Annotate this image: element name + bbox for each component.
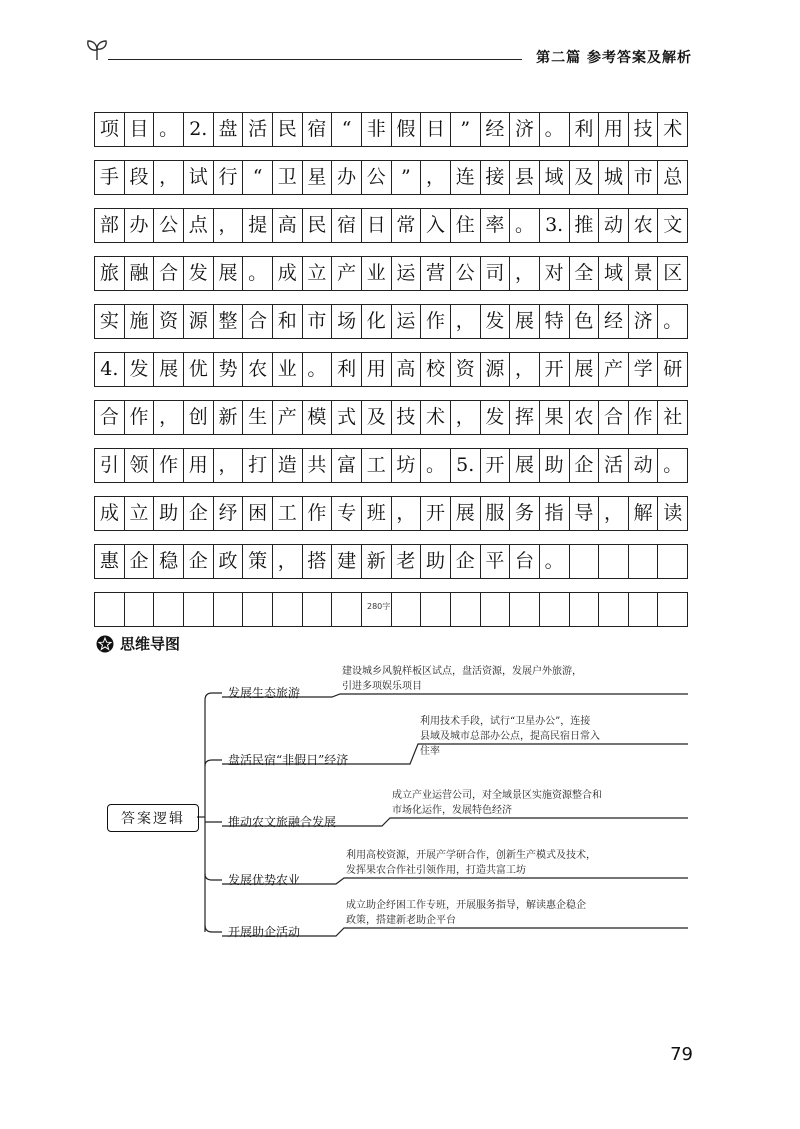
mindmap-branch-label: 盘活民宿“非假日”经济 (228, 753, 349, 767)
grid-cell: 点 (184, 209, 214, 242)
grid-cell: 发 (125, 353, 155, 386)
grid-cell: ， (599, 497, 629, 530)
grid-cell: ， (510, 353, 540, 386)
grid-cell: 农 (570, 401, 600, 434)
grid-cell: 作 (303, 497, 333, 530)
grid-cell: 发 (184, 257, 214, 290)
grid-cell: 作 (125, 401, 155, 434)
grid-cell: 办 (332, 161, 362, 194)
grid-cell: ， (154, 161, 184, 194)
grid-cell: 总 (663, 166, 683, 188)
grid-cell: 助 (154, 497, 184, 530)
grid-cell: 域 (599, 257, 629, 290)
mindmap-branch-label: 开展助企活动 (228, 925, 301, 939)
grid-cell: 纾 (214, 497, 244, 530)
grid-cell: 提 (243, 209, 273, 242)
grid-cell: 立 (125, 497, 155, 530)
grid-cell: 术 (663, 118, 683, 140)
grid-cell: 政 (214, 545, 244, 578)
grid-cell: 化 (362, 305, 392, 338)
mindmap-detail-line: 发挥果农合作社引领作用，打造共富工坊 (346, 865, 526, 876)
grid-cell: 用 (362, 353, 392, 386)
grid-cell: 。 (540, 545, 570, 578)
grid-cell: 模 (303, 401, 333, 434)
grid-cell: 新 (362, 545, 392, 578)
grid-cell: 发 (481, 401, 511, 434)
grid-cell: 市 (629, 161, 659, 194)
grid-cell: 合 (243, 305, 273, 338)
grid-cell: 入 (421, 209, 451, 242)
mindmap-branch-label: 发展优势农业 (228, 873, 301, 887)
grid-cell: 坊 (392, 449, 422, 482)
grid-cell: 技 (392, 401, 422, 434)
mindmap-branch-detail (346, 898, 586, 928)
grid-cell: 项 (95, 113, 125, 146)
grid-cell: 整 (214, 305, 244, 338)
grid-cell: 活 (599, 449, 629, 482)
mindmap-detail-line: 成立产业运营公司，对全域景区实施资源整合和 (392, 790, 602, 801)
grid-cell: 行 (214, 161, 244, 194)
grid-cell: 建 (332, 545, 362, 578)
grid-cell: 读 (663, 502, 683, 524)
grid-cell: 。 (663, 310, 683, 332)
grid-cell: 对 (540, 257, 570, 290)
grid-cell: 平 (481, 545, 511, 578)
grid-cell: 优 (184, 353, 214, 386)
grid-cell: 助 (540, 449, 570, 482)
grid-cell: 导 (570, 497, 600, 530)
grid-cell: 资 (451, 353, 481, 386)
grid-cell: 旅 (95, 257, 125, 290)
grid-cell: 城 (599, 161, 629, 194)
grid-cell: 成 (273, 257, 303, 290)
grid-cell: 济 (629, 305, 659, 338)
grid-cell: 利 (570, 113, 600, 146)
grid-cell: 技 (629, 113, 659, 146)
grid-cell: 合 (154, 257, 184, 290)
mindmap-detail-line: 政策，搭建新老助企平台 (346, 915, 456, 926)
grid-cell: 式 (332, 401, 362, 434)
grid-cell: 企 (125, 545, 155, 578)
grid-cell: 班 (362, 497, 392, 530)
grid-cell: 学 (629, 353, 659, 386)
mindmap-detail-line: 利用高校资源，开展产学研合作，创新生产模式及技术， (346, 850, 596, 861)
grid-cell: 办 (125, 209, 155, 242)
grid-cell: 活 (243, 113, 273, 146)
grid-cell: 合 (95, 401, 125, 434)
grid-cell: 展 (570, 353, 600, 386)
grid-cell: 运 (392, 257, 422, 290)
grid-cell: 。 (510, 209, 540, 242)
grid-cell: 民 (303, 209, 333, 242)
grid-cell: 业 (362, 257, 392, 290)
grid-cell: 指 (540, 497, 570, 530)
mindmap-detail-line: 利用技术手段，试行“卫星办公”，连接 (420, 716, 591, 727)
grid-cell: 用 (184, 449, 214, 482)
grid-cell: 常 (392, 209, 422, 242)
grid-cell: ， (214, 209, 244, 242)
grid-cell: ， (154, 401, 184, 434)
grid-cell: 农 (629, 209, 659, 242)
grid-cell: 作 (421, 305, 451, 338)
grid-cell: 发 (481, 305, 511, 338)
grid-cell: 服 (481, 497, 511, 530)
grid-cell: 作 (629, 401, 659, 434)
grid-cell: 术 (421, 401, 451, 434)
grid-cell: ， (421, 161, 451, 194)
grid-cell: 动 (629, 449, 659, 482)
grid-cell: 企 (184, 545, 214, 578)
grid-cell: 源 (481, 353, 511, 386)
grid-cell: 产 (599, 353, 629, 386)
grid-cell: 工 (362, 449, 392, 482)
grid-cell: 农 (243, 353, 273, 386)
grid-cell: 公 (451, 257, 481, 290)
grid-cell: 4. (95, 353, 125, 386)
grid-cell: 日 (362, 209, 392, 242)
grid-cell: 社 (663, 406, 683, 428)
grid-cell: 动 (599, 209, 629, 242)
grid-cell: 。 (303, 353, 333, 386)
grid-cell: 民 (273, 113, 303, 146)
grid-cell: 富 (332, 449, 362, 482)
grid-cell: ， (510, 257, 540, 290)
grid-cell: 3. (540, 209, 570, 242)
grid-cell: 景 (629, 257, 659, 290)
grid-cell: 经 (599, 305, 629, 338)
grid-cell: ” (451, 113, 481, 146)
grid-cell: 源 (184, 305, 214, 338)
mindmap-branch-detail (420, 714, 600, 759)
grid-cell: 搭 (303, 545, 333, 578)
mindmap-branch-detail (346, 848, 596, 878)
grid-cell: 务 (510, 497, 540, 530)
grid-cell: 引 (95, 449, 125, 482)
grid-cell: 5. (451, 449, 481, 482)
grid-cell: 色 (570, 305, 600, 338)
grid-cell: 连 (451, 161, 481, 194)
grid-cell: 实 (95, 305, 125, 338)
grid-cell: 展 (154, 353, 184, 386)
grid-cell: 段 (125, 161, 155, 194)
grid-cell: ， (273, 545, 303, 578)
grid-cell: 共 (303, 449, 333, 482)
grid-cell: 场 (332, 305, 362, 338)
grid-cell: “ (332, 113, 362, 146)
grid-cell: 企 (570, 449, 600, 482)
grid-cell: 开 (540, 353, 570, 386)
grid-cell: 工 (273, 497, 303, 530)
grid-cell: 资 (154, 305, 184, 338)
grid-cell: 成 (95, 497, 125, 530)
grid-cell: 领 (125, 449, 155, 482)
grid-cell: 研 (663, 358, 683, 380)
grid-cell: 企 (184, 497, 214, 530)
grid-cell: 打 (243, 449, 273, 482)
mindmap-branch-detail (342, 664, 582, 694)
grid-cell: 施 (125, 305, 155, 338)
grid-cell: 校 (421, 353, 451, 386)
grid-cell: 盘 (214, 113, 244, 146)
grid-cell: 住 (451, 209, 481, 242)
grid-cell: 合 (599, 401, 629, 434)
grid-cell: 星 (303, 161, 333, 194)
grid-cell: 非 (362, 113, 392, 146)
grid-cell: 卫 (273, 161, 303, 194)
grid-cell: 公 (362, 161, 392, 194)
grid-cell: 果 (540, 401, 570, 434)
grid-cell: 营 (421, 257, 451, 290)
grid-cell: 试 (184, 161, 214, 194)
page-number: 79 (670, 1044, 693, 1065)
grid-cell: 区 (663, 262, 683, 284)
grid-cell: 运 (392, 305, 422, 338)
grid-cell: 老 (392, 545, 422, 578)
grid-cell: 作 (154, 449, 184, 482)
grid-cell: 专 (332, 497, 362, 530)
grid-cell: 新 (214, 401, 244, 434)
grid-cell: 造 (273, 449, 303, 482)
mindmap-detail-line: 市场化运作，发展特色经济 (392, 805, 512, 816)
grid-cell: 开 (481, 449, 511, 482)
grid-cell: 融 (125, 257, 155, 290)
grid-cell: 展 (510, 305, 540, 338)
grid-cell: 手 (95, 161, 125, 194)
grid-cell: ” (392, 161, 422, 194)
mindmap-branch-detail (392, 788, 602, 818)
grid-cell: 。 (243, 257, 273, 290)
grid-cell: 立 (303, 257, 333, 290)
grid-cell: 产 (273, 401, 303, 434)
grid-cell: 日 (421, 113, 451, 146)
grid-cell: 用 (599, 113, 629, 146)
mindmap-detail-line: 成立助企纾困工作专班，开展服务指导，解读惠企稳企 (346, 900, 586, 911)
grid-cell: 率 (481, 209, 511, 242)
grid-cell: 域 (540, 161, 570, 194)
grid-cell: 困 (243, 497, 273, 530)
grid-cell: 。 (663, 454, 683, 476)
grid-cell: ， (214, 449, 244, 482)
grid-cell: 开 (421, 497, 451, 530)
mindmap-detail-line: 县域及城市总部办公点，提高民宿日常入 (420, 731, 600, 742)
grid-cell: 。 (421, 449, 451, 482)
mindmap-branch-label: 推动农文旅融合发展 (228, 815, 337, 829)
grid-cell: 接 (481, 161, 511, 194)
grid-cell: 展 (451, 497, 481, 530)
grid-cell: 部 (95, 209, 125, 242)
grid-cell: 业 (273, 353, 303, 386)
grid-cell: 企 (451, 545, 481, 578)
grid-cell: 县 (510, 161, 540, 194)
mindmap-branch-label: 发展生态旅游 (228, 686, 301, 700)
grid-cell: 及 (570, 161, 600, 194)
grid-cell: 公 (154, 209, 184, 242)
grid-cell: 假 (392, 113, 422, 146)
grid-cell: 利 (332, 353, 362, 386)
grid-cell: 文 (663, 214, 683, 236)
grid-cell: 经 (481, 113, 511, 146)
grid-cell: 特 (540, 305, 570, 338)
grid-cell: 台 (510, 545, 540, 578)
grid-cell: 市 (303, 305, 333, 338)
grid-cell: 展 (510, 449, 540, 482)
grid-cell: 助 (421, 545, 451, 578)
grid-cell: “ (243, 161, 273, 194)
grid-cell: 。 (154, 113, 184, 146)
grid-cell: 2. (184, 113, 214, 146)
grid-cell: 司 (481, 257, 511, 290)
grid-cell: 生 (243, 401, 273, 434)
grid-cell: 惠 (95, 545, 125, 578)
char-count-label: 280字 (367, 602, 391, 611)
grid-cell: 推 (570, 209, 600, 242)
mindmap-root: 答案逻辑 (107, 804, 199, 832)
grid-cell: 和 (273, 305, 303, 338)
grid-cell: 稳 (154, 545, 184, 578)
grid-cell: ， (392, 497, 422, 530)
mindmap-detail-line: 住率 (420, 746, 440, 757)
grid-cell: 。 (540, 113, 570, 146)
grid-cell: 及 (362, 401, 392, 434)
grid-cell: 策 (243, 545, 273, 578)
section-title: 第二篇 参考答案及解析 (536, 50, 692, 66)
grid-cell: 创 (184, 401, 214, 434)
grid-cell: 高 (273, 209, 303, 242)
grid-cell: 全 (570, 257, 600, 290)
grid-cell: ， (451, 305, 481, 338)
grid-cell: 宿 (332, 209, 362, 242)
grid-cell: ， (451, 401, 481, 434)
mindmap-detail-line: 引进多项娱乐项目 (342, 681, 422, 692)
grid-cell: 宿 (303, 113, 333, 146)
grid-cell: 解 (629, 497, 659, 530)
grid-cell: 展 (214, 257, 244, 290)
grid-cell: 目 (125, 113, 155, 146)
mindmap-detail-line: 建设城乡风貌样板区试点，盘活资源，发展户外旅游， (342, 666, 582, 677)
grid-cell: 挥 (510, 401, 540, 434)
mindmap-title: 思维导图 (120, 635, 181, 653)
grid-cell: 势 (214, 353, 244, 386)
grid-cell: 高 (392, 353, 422, 386)
grid-cell: 产 (332, 257, 362, 290)
grid-cell: 济 (510, 113, 540, 146)
